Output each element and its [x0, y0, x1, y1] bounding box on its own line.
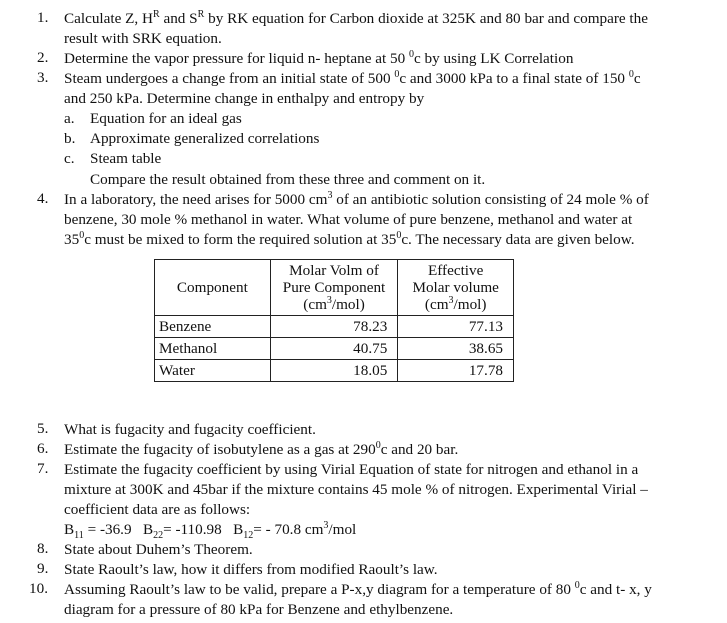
- q9-text: State Raoult’s law, how it differs from modified Raoult’s law.: [64, 561, 438, 578]
- cell-component: Water: [155, 360, 271, 382]
- q4-number: 4.: [37, 190, 49, 207]
- table-row: [155, 360, 514, 382]
- cell-pure-volume: 40.75: [270, 338, 398, 360]
- cell-component: Benzene: [155, 316, 271, 338]
- q3-sub-c-text: Steam table: [90, 150, 162, 167]
- q3-number: 3.: [37, 69, 49, 86]
- q4-line2: benzene, 30 mole % methanol in water. What volume of pure benzene, methanol and water at: [64, 211, 633, 228]
- q10-number: 10.: [29, 580, 48, 597]
- q3-line2: and 250 kPa. Determine change in enthalpy and entropy by: [64, 90, 425, 107]
- table-header-row: [155, 260, 514, 316]
- q3-compare: Compare the result obtained from these three and comment on it.: [90, 171, 486, 188]
- cell-effective-volume: 17.78: [398, 360, 514, 382]
- q5-text: What is fugacity and fugacity coefficient.: [64, 421, 316, 438]
- q7-line1: Estimate the fugacity coefficient by using Virial Equation of state for nitrogen and ethanol in a: [64, 461, 639, 478]
- q3-sub-b-letter: b.: [64, 130, 76, 147]
- cell-component: Methanol: [155, 338, 271, 360]
- q7-line2: mixture at 300K and 45bar if the mixture contains 45 mole % of nitrogen. Experimental Virial –: [64, 481, 648, 498]
- cell-pure-volume: 78.23: [270, 316, 398, 338]
- q2-line1: Determine the vapor pressure for liquid n- heptane at 50 $^0$c by using LK Correlation: [64, 48, 574, 67]
- q6-number: 6.: [37, 440, 49, 457]
- q3-sub-a-text: Equation for an ideal gas: [90, 110, 242, 127]
- q4-line1: In a laboratory, the need arises for 5000 $cm^3$ of an antibiotic solution consisting of 24 mole % of: [64, 189, 649, 208]
- q10-line2: diagram for a pressure of 80 kPa for Benzene and ethylbenzene.: [64, 601, 454, 618]
- cell-pure-volume: 18.05: [270, 360, 398, 382]
- q1-number: 1.: [37, 9, 49, 26]
- cell-effective-volume: 77.13: [398, 316, 514, 338]
- table-row: [155, 338, 514, 360]
- table-row: [155, 316, 514, 338]
- q3-sub-b-text: Approximate generalized correlations: [90, 130, 320, 147]
- header-component: Component: [155, 260, 271, 316]
- q2-number: 2.: [37, 49, 49, 66]
- header-pure-molar-volume: Molar Volm of Pure Component $(cm^3/mol)$: [270, 260, 398, 316]
- q7-line3: coefficient data are as follows:: [64, 501, 251, 518]
- q7-virial-values: $B_{11} = -36.9$ $B_{22}= -110.98$ $B_{12}= - 70.8$ $cm^3$/mol: [64, 519, 357, 542]
- q9-number: 9.: [37, 560, 49, 577]
- q1-line2: result with SRK equation.: [64, 30, 222, 47]
- q4-line3: $35^0c$ must be mixed to form the required solution at $35^0c$. The necessary data are given below.: [64, 229, 635, 248]
- cell-effective-volume: 38.65: [398, 338, 514, 360]
- q5-number: 5.: [37, 420, 49, 437]
- q1-line1: Calculate Z, $H^R$ and $S^R$ by RK equation for Carbon dioxide at 325K and 80 bar and compare the: [64, 8, 648, 27]
- header-effective-molar-volume: Effective Molar volume $(cm^3/mol)$: [398, 260, 514, 316]
- molar-volume-table: [154, 259, 514, 382]
- q6-text: Estimate the fugacity of isobutylene as a gas at $290^0c$ and 20 bar.: [64, 439, 459, 458]
- q3-line1: Steam undergoes a change from an initial state of 500 $^0$c and 3000 kPa to a final state of 150 $^0$c: [64, 68, 641, 87]
- q7-number: 7.: [37, 460, 49, 477]
- q3-sub-a-letter: a.: [64, 110, 75, 127]
- q8-number: 8.: [37, 540, 49, 557]
- q8-text: State about Duhem’s Theorem.: [64, 541, 253, 558]
- q10-line1: Assuming Raoult’s law to be valid, prepare a P-x,y diagram for a temperature of 80 $^0$c and t- x, y: [64, 579, 652, 598]
- q3-sub-c-letter: c.: [64, 150, 75, 167]
